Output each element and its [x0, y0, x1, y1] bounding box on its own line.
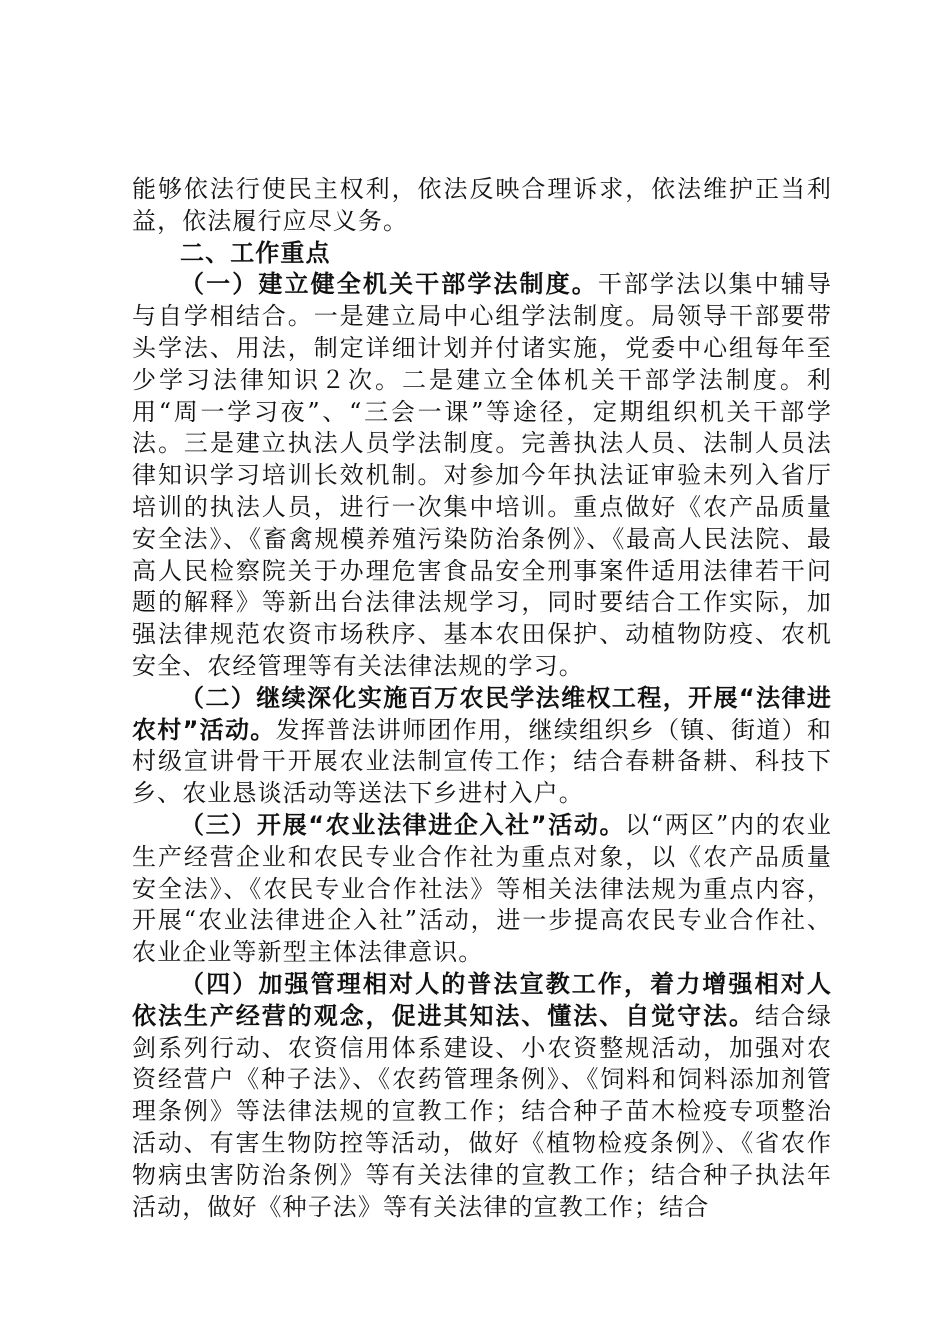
intro-paragraph: 能够依法行使民主权利，依法反映合理诉求，依法维护正当利益，依法履行应尽义务。 [132, 175, 832, 235]
paragraph-4 [132, 969, 832, 1223]
paragraph-3-body: 以“两区”内的农业生产经营企业和农民专业合作社为重点对象，以《农产品质量安全法》、《农民专业合作社法》等相关法律法规为重点内容，开展“农业法律进企入社”活动，进一步提高农民专业合作社、农业企业等新型主体法律意识。 [132, 810, 832, 967]
paragraph-2-body: 发挥普法讲师团作用，继续组织乡（镇、街道）和村级宣讲骨干开展农业法制宣传工作；结合春耕备耕、科技下乡、农业恳谈活动等送法下乡进村入户。 [132, 715, 832, 808]
paragraph-2-title: （二）继续深化实施百万农民学法维权工程，开展“法律进农村”活动。 [132, 683, 832, 744]
paragraph-2 [132, 683, 832, 810]
paragraph-4-title: （四）加强管理相对人的普法宣教工作，着力增强相对人依法生产经营的观念，促进其知法、懂法、自觉守法。 [132, 969, 832, 1030]
paragraph-1-title: （一）建立健全机关干部学法制度。 [180, 270, 598, 299]
paragraph-1 [132, 269, 832, 682]
paragraph-3 [132, 810, 832, 969]
paragraph-1-body: 干部学法以集中辅导与自学相结合。一是建立局中心组学法制度。局领导干部要带头学法、用法，制定详细计划并付诸实施，党委中心组每年至少学习法律知识２次。二是建立全体机关干部学法制度。利用“周一学习夜”、“三会一课”等途径，定期组织机关干部学法。三是建立执法人员学法制度。完善执法人员、法制人员法律知识学习培训长效机制。对参加今年执法证审验未列入省厅培训的执法人员，进行一次集中培训。重点做好《农产品质量安全法》、《畜禽规模养殖污染防治条例》、《最高人民法院、最高人民检察院关于办理危害食品安全刑事案件适用法律若干问题的解释》等新出台法律法规学习，同时要结合工作实际，加强法律规范农资市场秩序、基本农田保护、动植物防疫、农机安全、农经管理等有关法律法规的学习。 [132, 270, 832, 680]
paragraph-3-title: （三）开展“农业法律进企入社”活动。 [180, 810, 626, 839]
paragraph-4-body: 结合绿剑系列行动、农资信用体系建设、小农资整规活动，加强对农资经营户《种子法》、《农药管理条例》、《饲料和饲料添加剂管理条例》等法律法规的宣教工作；结合种子苗木检疫专项整治活动、有害生物防控等活动，做好《植物检疫条例》、《省农作物病虫害防治条例》等有关法律的宣教工作；结合种子执法年活动，做好《种子法》等有关法律的宣教工作；结合 [132, 1001, 832, 1221]
section-heading: 二、工作重点 [180, 238, 331, 267]
document-page [132, 174, 832, 1223]
